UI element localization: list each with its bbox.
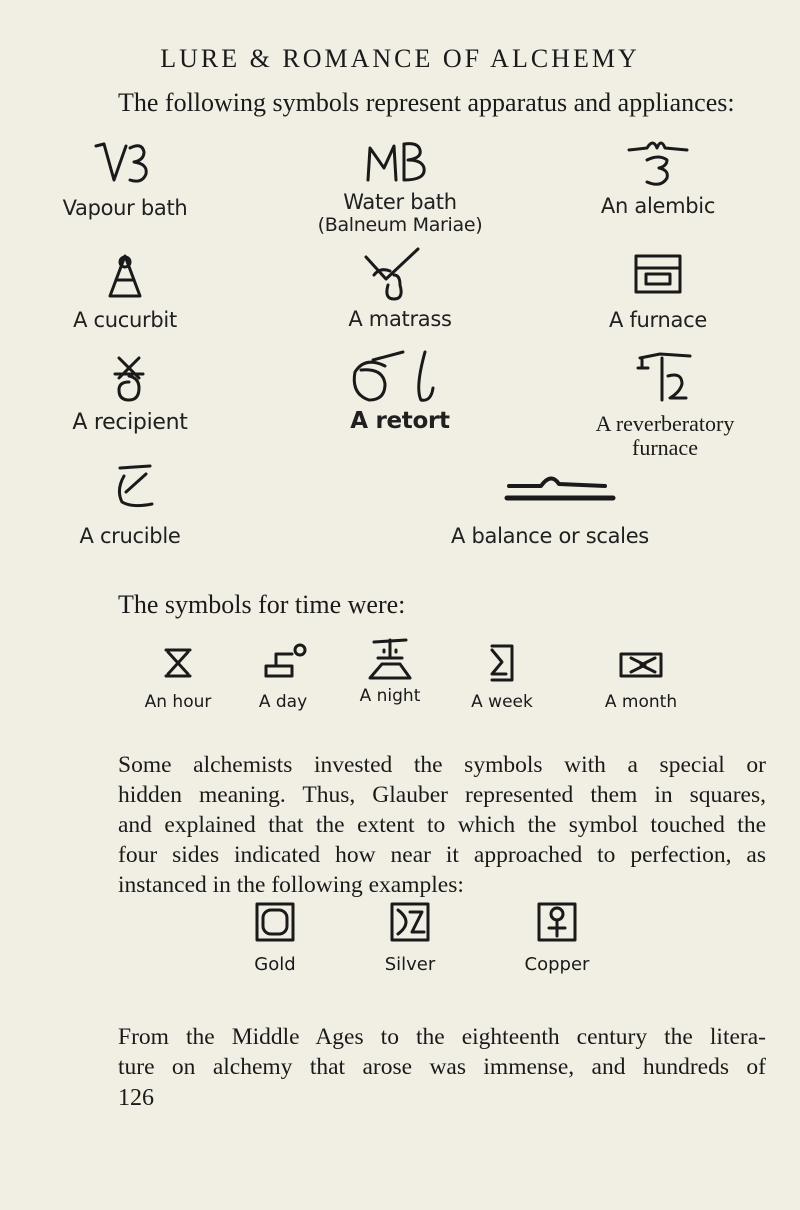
reverberatory-label-line2: furnace <box>632 435 698 460</box>
retort-label: A retort <box>350 408 450 434</box>
hour-entry <box>128 640 228 712</box>
day-label: A day <box>258 692 308 712</box>
matrass-label: A matrass <box>348 307 452 331</box>
literature-paragraph <box>118 1022 766 1082</box>
day-entry <box>238 640 328 712</box>
night-label: A night <box>359 686 421 706</box>
day-symbol <box>258 640 308 684</box>
hour-label: An hour <box>144 692 212 712</box>
water-bath-sublabel: (Balneum Mariae) <box>317 214 483 236</box>
glauber-paragraph <box>118 750 766 900</box>
copper-label: Copper <box>524 954 590 975</box>
week-label: A week <box>471 692 533 712</box>
running-header: LURE & ROMANCE OF ALCHEMY <box>160 44 640 73</box>
paragraph-line: instanced in the following examples: <box>118 872 464 898</box>
water-bath-symbol <box>360 138 440 190</box>
time-heading: The symbols for time were: <box>118 590 406 619</box>
crucible-label-wrap <box>30 524 230 548</box>
retort-symbol <box>345 348 455 408</box>
matrass-entry <box>300 245 500 331</box>
balance-label: A balance or scales <box>451 524 649 548</box>
gold-symbol <box>253 900 297 944</box>
night-symbol <box>360 634 420 684</box>
vapour-bath-symbol <box>90 140 160 190</box>
water-bath-label: Water bath <box>343 190 457 214</box>
crucible-symbol-wrap <box>95 462 175 510</box>
balance-symbol-wrap <box>490 468 630 508</box>
gold-label: Gold <box>254 954 296 975</box>
crucible-label: A crucible <box>79 524 181 548</box>
retort-entry <box>300 348 500 434</box>
silver-entry <box>370 900 450 975</box>
week-symbol <box>482 640 522 684</box>
alembic-label: An alembic <box>600 194 716 218</box>
month-entry <box>586 640 696 712</box>
furnace-label: A furnace <box>609 308 707 332</box>
matrass-symbol <box>360 245 440 303</box>
cucurbit-symbol <box>100 250 150 302</box>
cucurbit-entry <box>40 250 210 332</box>
paragraph-line: and explained that the extent to which the symbol touched the <box>118 812 766 838</box>
copper-symbol <box>535 900 579 944</box>
furnace-entry <box>578 248 738 332</box>
recipient-symbol <box>105 352 155 406</box>
water-bath-entry <box>290 138 510 236</box>
alembic-symbol <box>623 134 693 190</box>
balance-label-wrap <box>400 524 700 548</box>
balance-symbol <box>495 468 625 508</box>
vapour-bath-entry <box>40 140 210 220</box>
night-entry <box>340 634 440 706</box>
intro-sentence: The following symbols represent apparatus and appliances: <box>118 88 735 117</box>
paragraph-line: hidden meaning. Thus, Glauber represented them in squares, <box>118 782 766 808</box>
silver-symbol <box>388 900 432 944</box>
page-number: 126 <box>118 1085 154 1111</box>
recipient-label: A recipient <box>72 410 188 435</box>
copper-entry <box>512 900 602 975</box>
vapour-bath-label: Vapour bath <box>62 196 188 220</box>
paragraph-line: From the Middle Ages to the eighteenth century the litera- <box>118 1024 766 1050</box>
reverberatory-entry <box>550 348 780 460</box>
week-entry <box>452 640 552 712</box>
furnace-symbol <box>628 248 688 302</box>
reverberatory-symbol <box>630 348 700 406</box>
reverberatory-label-line1: A reverberatory <box>595 411 735 436</box>
crucible-symbol <box>110 462 160 510</box>
gold-entry <box>245 900 305 975</box>
month-label: A month <box>604 692 678 712</box>
paragraph-line: ture on alchemy that arose was immense, and hundreds of <box>118 1054 766 1080</box>
recipient-entry <box>30 352 230 435</box>
paragraph-line: four sides indicated how near it approached to perfection, as <box>118 842 766 868</box>
hour-symbol <box>158 640 198 684</box>
alembic-entry <box>578 134 738 218</box>
month-symbol <box>613 640 669 684</box>
silver-label: Silver <box>384 954 436 975</box>
cucurbit-label: A cucurbit <box>73 308 177 332</box>
paragraph-line: Some alchemists invested the symbols with a special or <box>118 752 766 778</box>
